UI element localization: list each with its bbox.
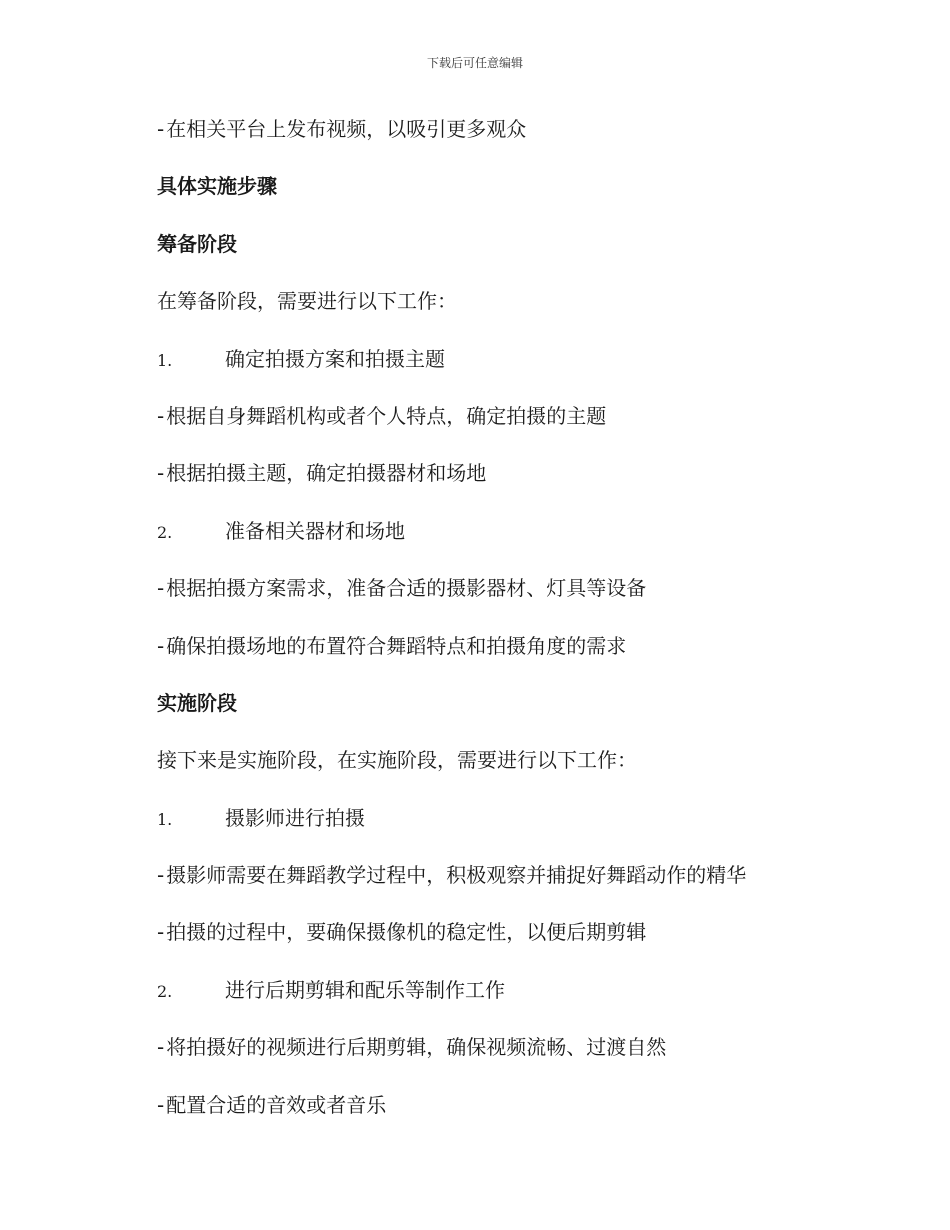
bullet-text: 配置合适的音效或者音乐 [166, 1092, 387, 1117]
item-text: 摄影师进行拍摄 [225, 805, 365, 830]
bullet-line [157, 1086, 837, 1143]
bullet-text: 将拍摄好的视频进行后期剪辑，确保视频流畅、过渡自然 [166, 1035, 667, 1060]
bullet-text: 根据自身舞蹈机构或者个人特点，确定拍摄的主题 [166, 403, 607, 428]
bullet-text: 确保拍摄场地的布置符合舞蹈特点和拍摄角度的需求 [166, 633, 627, 658]
subsection-heading: 实施阶段 [157, 690, 237, 715]
bullet-line [157, 856, 837, 913]
bullet-marker: - [157, 403, 165, 428]
numbered-item [157, 799, 837, 856]
bullet-marker: - [157, 1092, 165, 1117]
bullet-text: 根据拍摄方案需求，准备合适的摄影器材、灯具等设备 [166, 576, 647, 601]
bullet-line [157, 397, 837, 454]
item-number: 1. [157, 350, 173, 370]
document-body [157, 110, 837, 1143]
item-number: 2. [157, 981, 173, 1001]
bullet-line [157, 913, 837, 970]
bullet-line [157, 454, 837, 511]
bullet-marker: - [157, 1035, 165, 1060]
numbered-item [157, 340, 837, 397]
item-text: 准备相关器材和场地 [225, 518, 405, 543]
item-text: 进行后期剪辑和配乐等制作工作 [225, 977, 505, 1002]
bullet-text: 拍摄的过程中，要确保摄像机的稳定性，以便后期剪辑 [166, 920, 647, 945]
subsection-heading: 筹备阶段 [157, 231, 237, 256]
bullet-marker: - [157, 920, 165, 945]
bullet-marker: - [157, 461, 165, 486]
bullet-marker: - [157, 633, 165, 658]
item-number: 1. [157, 809, 173, 829]
item-number: 2. [157, 522, 173, 542]
bullet-line [157, 569, 837, 626]
bullet-marker: - [157, 117, 165, 141]
bullet-text: 根据拍摄主题，确定拍摄器材和场地 [166, 461, 487, 486]
bullet-text: 在相关平台上发布视频，以吸引更多观众 [166, 117, 527, 141]
numbered-item [157, 512, 837, 569]
bullet-line [157, 1028, 837, 1085]
paragraph: 接下来是实施阶段，在实施阶段，需要进行以下工作： [157, 748, 637, 773]
section-heading: 具体实施步骤 [157, 174, 277, 199]
bullet-marker: - [157, 863, 165, 888]
bullet-text: 摄影师需要在舞蹈教学过程中，积极观察并捕捉好舞蹈动作的精华 [166, 863, 747, 888]
numbered-item [157, 971, 837, 1028]
bullet-marker: - [157, 576, 165, 601]
paragraph: 在筹备阶段，需要进行以下工作： [157, 289, 457, 314]
item-text: 确定拍摄方案和拍摄主题 [225, 346, 445, 371]
bullet-line [157, 627, 837, 684]
header-note: 下载后可任意编辑 [426, 56, 523, 70]
bullet-line [157, 110, 837, 167]
